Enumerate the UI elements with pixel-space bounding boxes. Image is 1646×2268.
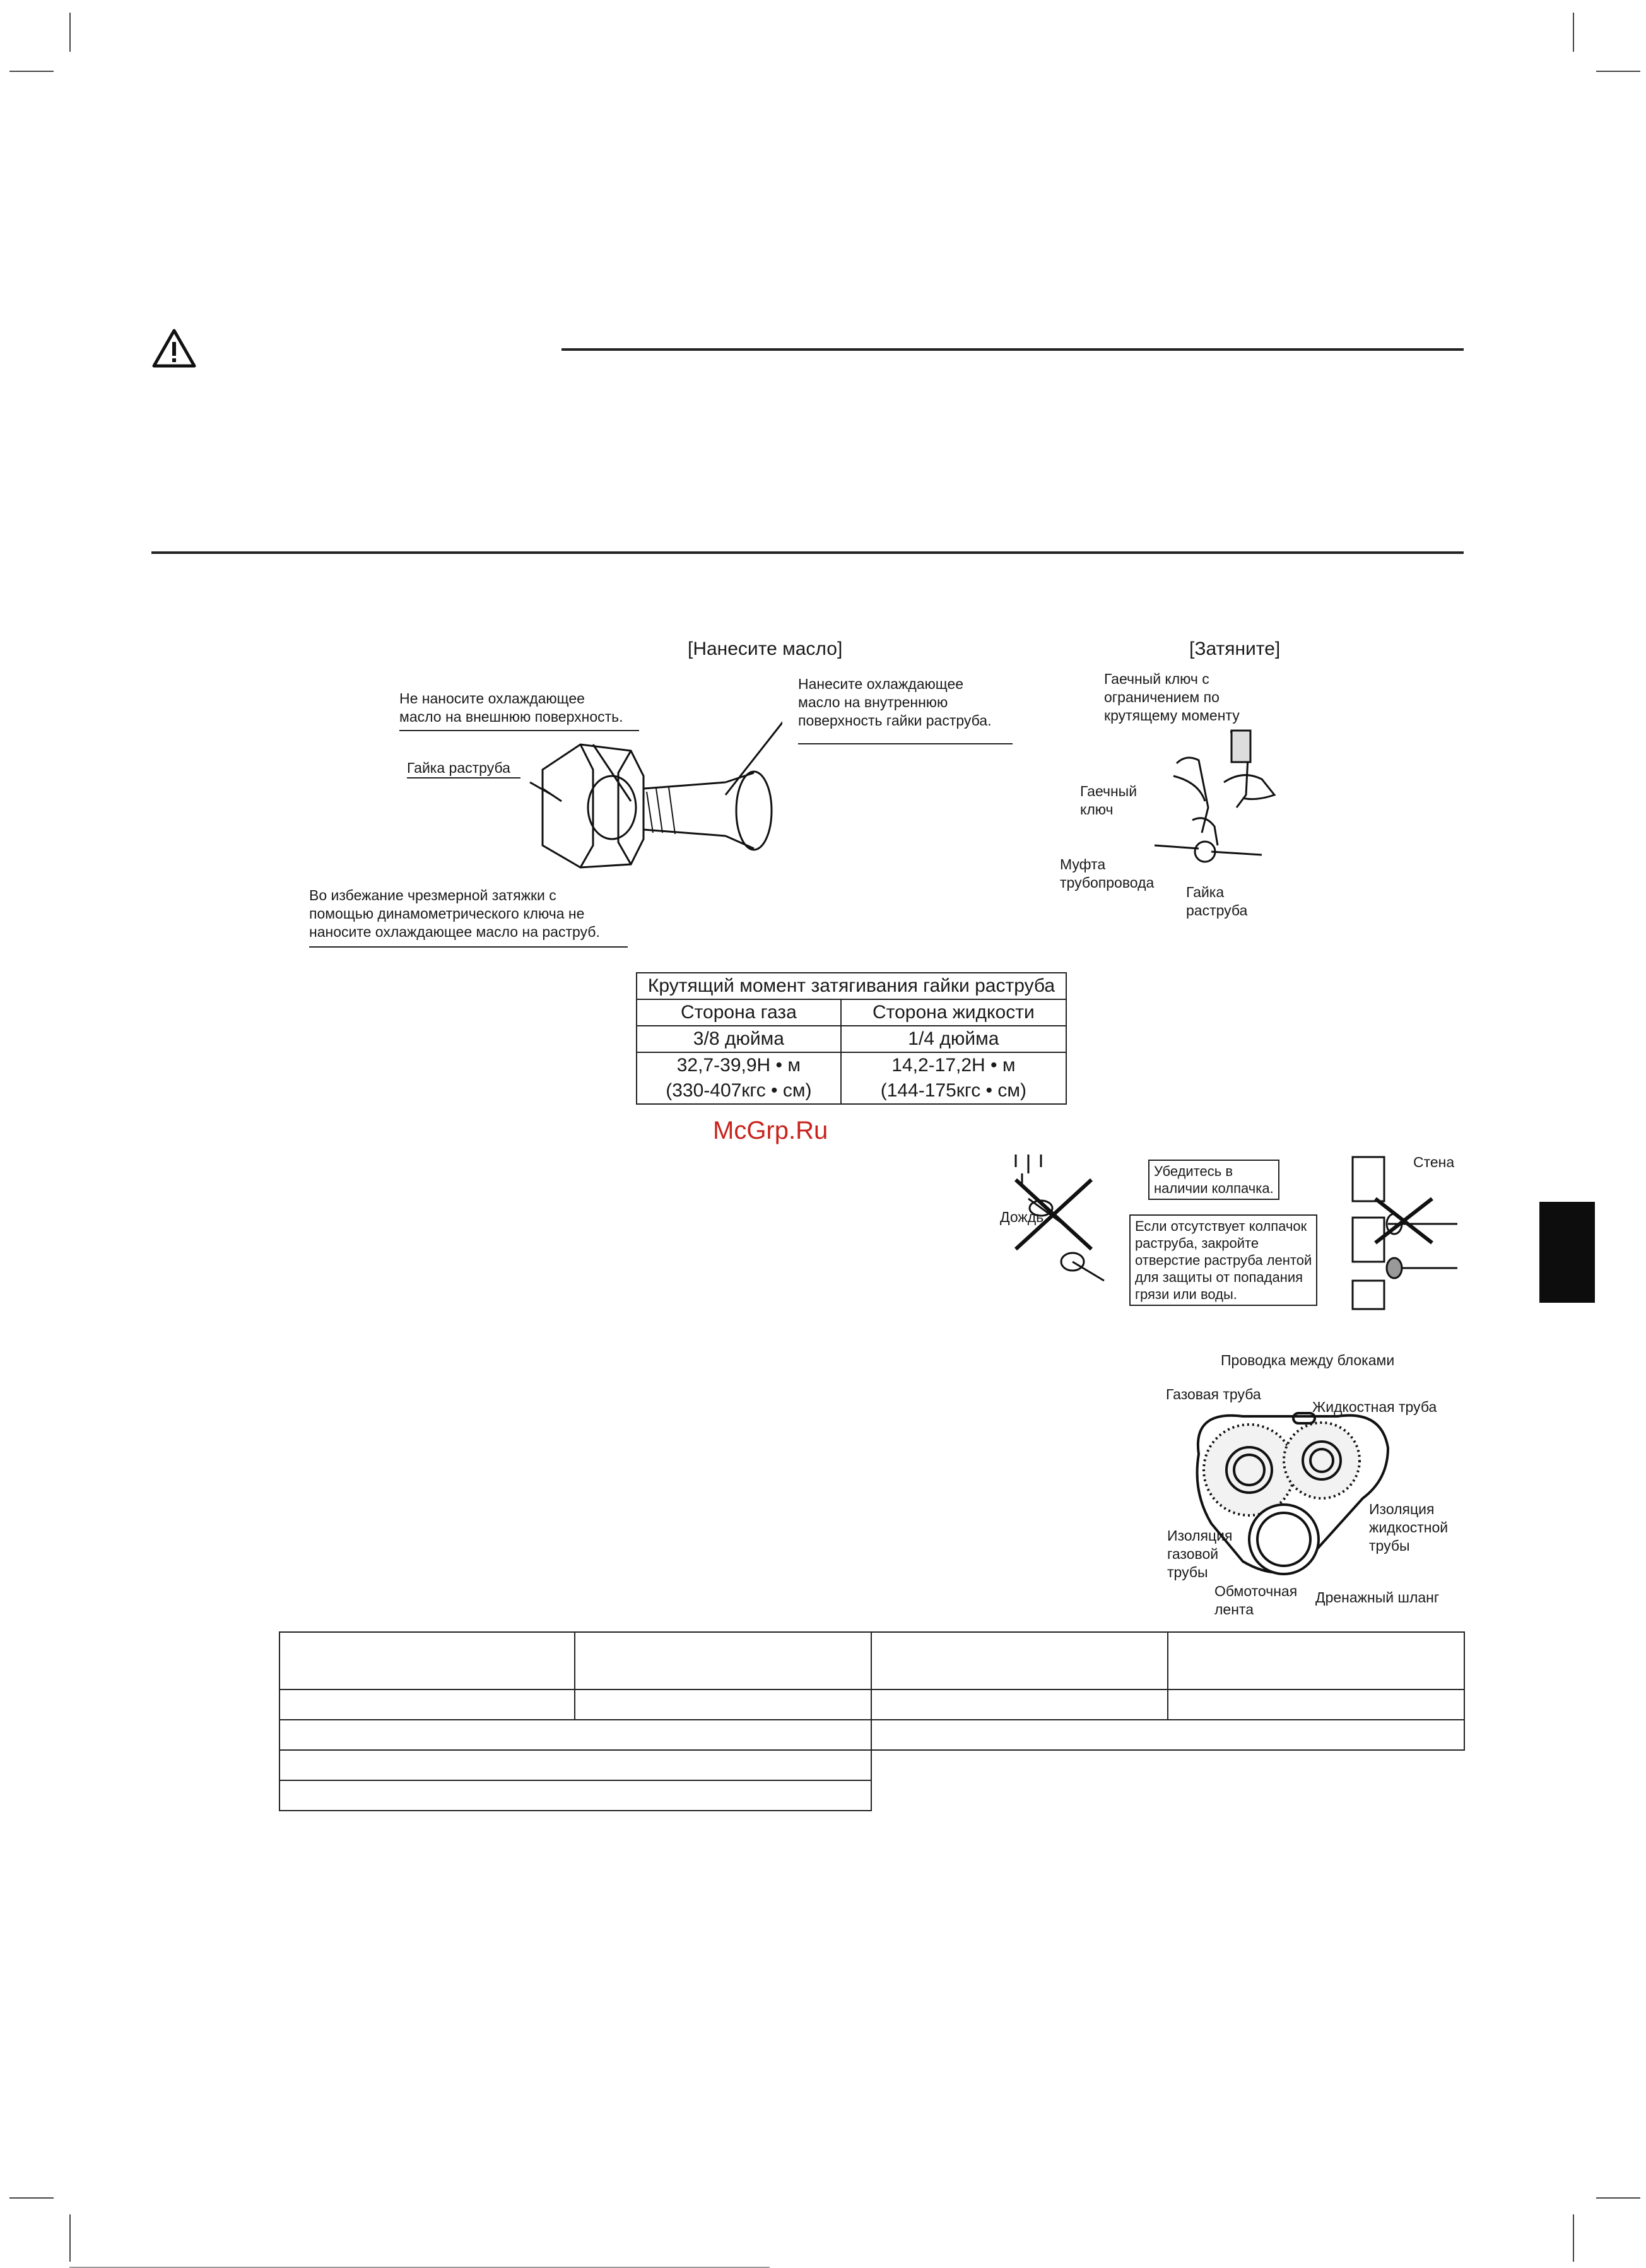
oil-header: [Нанесите масло] (688, 638, 843, 659)
torque-col-liquid: Сторона жидкости (841, 999, 1066, 1026)
caution-rule-top (561, 348, 1464, 351)
label-inner: Нанесите охлаждающее масло на внутреннюю поверхность гайки раструба. (798, 676, 992, 729)
tighten-header: [Затяните] (1189, 638, 1281, 659)
label-nut: Гайка раструба (407, 760, 510, 776)
crop-mark (9, 2197, 54, 2199)
label-outer: Не наносите охлаждающее масло на внешнюю поверхность. (399, 690, 623, 725)
torque-value-liquid: 14,2-17,2Н • м (144-175кгс • см) (841, 1052, 1066, 1104)
torque-size-gas: 3/8 дюйма (637, 1026, 841, 1052)
crop-mark (69, 2214, 71, 2262)
label-wall: Стена (1413, 1154, 1455, 1170)
wrench-illustration (1148, 719, 1312, 902)
note-cap: Убедитесь в наличии колпачка. (1148, 1160, 1279, 1200)
label-tape: Обмоточная лента (1214, 1583, 1298, 1618)
label-drain: Дренажный шланг (1315, 1589, 1440, 1606)
torque-size-liquid: 1/4 дюйма (841, 1026, 1066, 1052)
crop-mark (1596, 2197, 1640, 2199)
watermark: McGrp.Ru (713, 1117, 828, 1144)
pipe-bundle-illustration (1186, 1397, 1394, 1587)
wall-illustration (1350, 1155, 1464, 1312)
label-liquid-insulation: Изоляция жидкостной трубы (1369, 1501, 1449, 1554)
crop-mark (9, 71, 54, 72)
flare-nut-illustration (517, 707, 782, 908)
crop-mark (69, 13, 71, 52)
label-rain: Дождь (1000, 1209, 1044, 1225)
empty-table (279, 1631, 1465, 1812)
label-warning: Во избежание чрезмерной затяжки с помощью динамометрического ключа не наносите охлаждающее масло на раструб. (309, 887, 600, 940)
warning-icon (151, 328, 197, 368)
label-wrench: Гаечный ключ (1080, 783, 1138, 818)
section-tab (1539, 1202, 1595, 1303)
underline (407, 777, 520, 779)
torque-table (636, 972, 1067, 1105)
crop-mark (1573, 13, 1574, 52)
label-gas-pipe: Газовая труба (1166, 1386, 1261, 1402)
underline (798, 743, 1013, 744)
crop-mark (1596, 71, 1640, 72)
label-torque-wrench: Гаечный ключ с ограничением по крутящему моменту (1104, 671, 1240, 724)
note-tape: Если отсутствует колпачок раструба, закройте отверстие раструба лентой для защиты от попадания грязи или воды. (1129, 1214, 1317, 1306)
label-coupling: Муфта трубопровода (1060, 856, 1155, 891)
label-gas-insulation: Изоляция газовой трубы (1167, 1527, 1233, 1580)
label-flare-nut: Гайка раструба (1186, 884, 1248, 919)
torque-table-title: Крутящий момент затягивания гайки раструба (637, 973, 1066, 999)
label-liquid-pipe: Жидкостная труба (1312, 1399, 1437, 1415)
caution-rule-bottom (151, 551, 1464, 554)
underline (309, 946, 628, 948)
crop-mark (1573, 2214, 1574, 2262)
label-wiring: Проводка между блоками (1221, 1352, 1395, 1368)
torque-col-gas: Сторона газа (637, 999, 841, 1026)
torque-value-gas: 32,7-39,9Н • м (330-407кгс • см) (637, 1052, 841, 1104)
